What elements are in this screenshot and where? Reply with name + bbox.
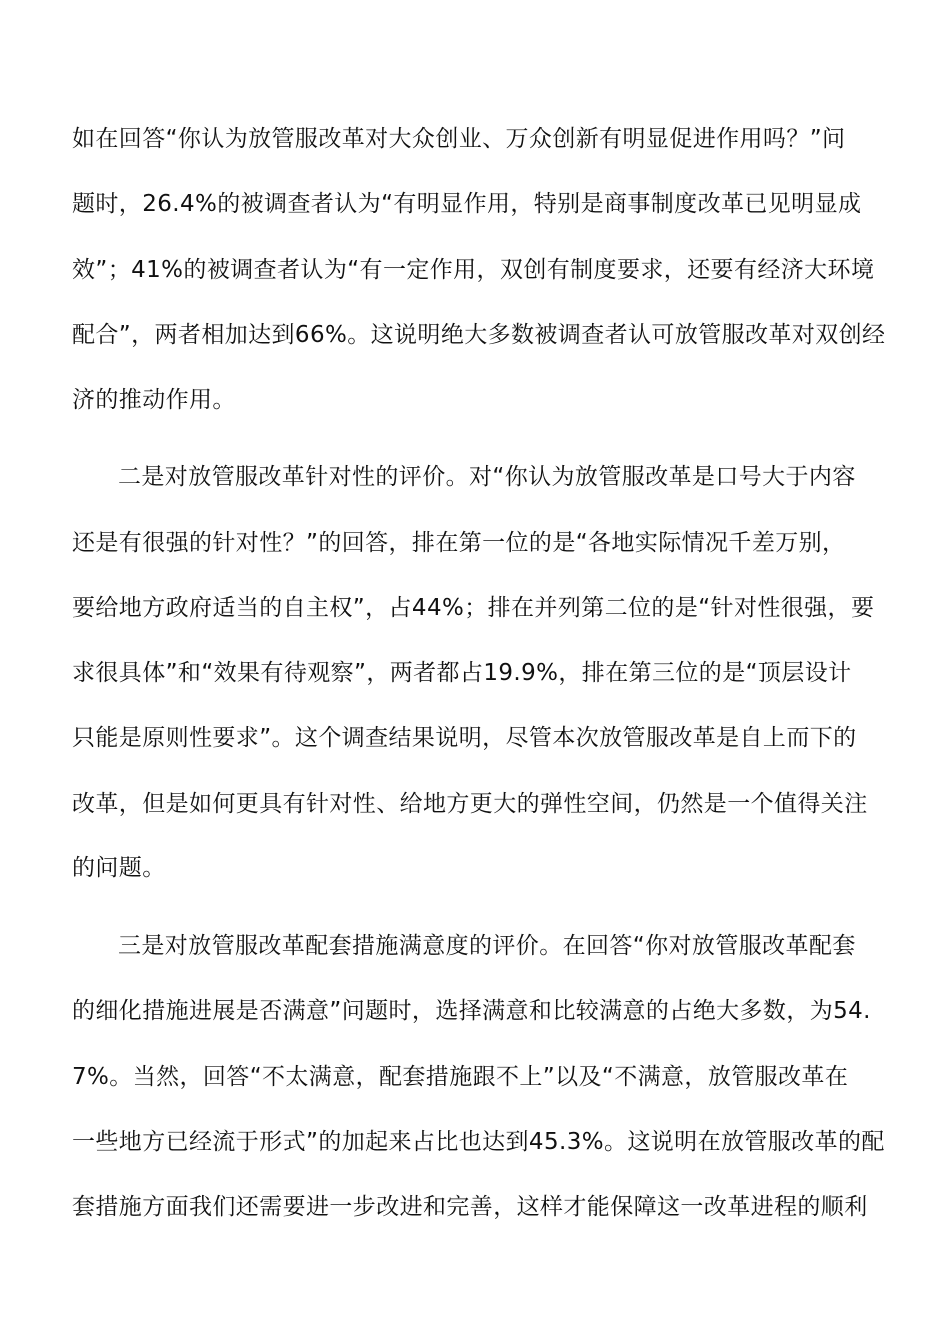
text-line: 的细化措施进展是否满意”问题时，选择满意和比较满意的占绝大多数，为54. [72, 998, 871, 1024]
text-line: 一些地方已经流于形式”的加起来占比也达到45.3%。这说明在放管服改革的配 [72, 1129, 885, 1155]
text-line: 题时，26.4%的被调查者认为“有明显作用，特别是商事制度改革已见明显成 [72, 191, 862, 217]
text-line: 套措施方面我们还需要进一步改进和完善，这样才能保障这一改革进程的顺利 [72, 1194, 868, 1220]
text-line: 要给地方政府适当的自主权”，占44%；排在并列第二位的是“针对性很强，要 [72, 595, 875, 621]
text-line: 效”；41%的被调查者认为“有一定作用，双创有制度要求，还要有经济大环境 [72, 257, 875, 283]
text-line: 7%。当然，回答“不太满意，配套措施跟不上”以及“不满意，放管服改革在 [72, 1064, 849, 1090]
text-line: 只能是原则性要求”。这个调查结果说明，尽管本次放管服改革是自上而下的 [72, 725, 857, 751]
text-line: 济的推动作用。 [72, 387, 236, 413]
text-line: 求很具体”和“效果有待观察”，两者都占19.9%，排在第三位的是“顶层设计 [72, 660, 852, 686]
text-line: 配合”，两者相加达到66%。这说明绝大多数被调查者认可放管服改革对双创经 [72, 322, 886, 348]
text-line: 如在回答“你认为放管服改革对大众创业、万众创新有明显促进作用吗？”问 [72, 126, 846, 152]
text-line: 还是有很强的针对性？”的回答，排在第一位的是“各地实际情况千差万别， [72, 530, 846, 556]
text-line: 的问题。 [72, 855, 166, 881]
text-line: 三是对放管服改革配套措施满意度的评价。在回答“你对放管服改革配套 [118, 933, 856, 959]
text-line: 二是对放管服改革针对性的评价。对“你认为放管服改革是口号大于内容 [118, 464, 856, 490]
text-line: 改革，但是如何更具有针对性、给地方更大的弹性空间，仍然是一个值得关注 [72, 791, 868, 817]
